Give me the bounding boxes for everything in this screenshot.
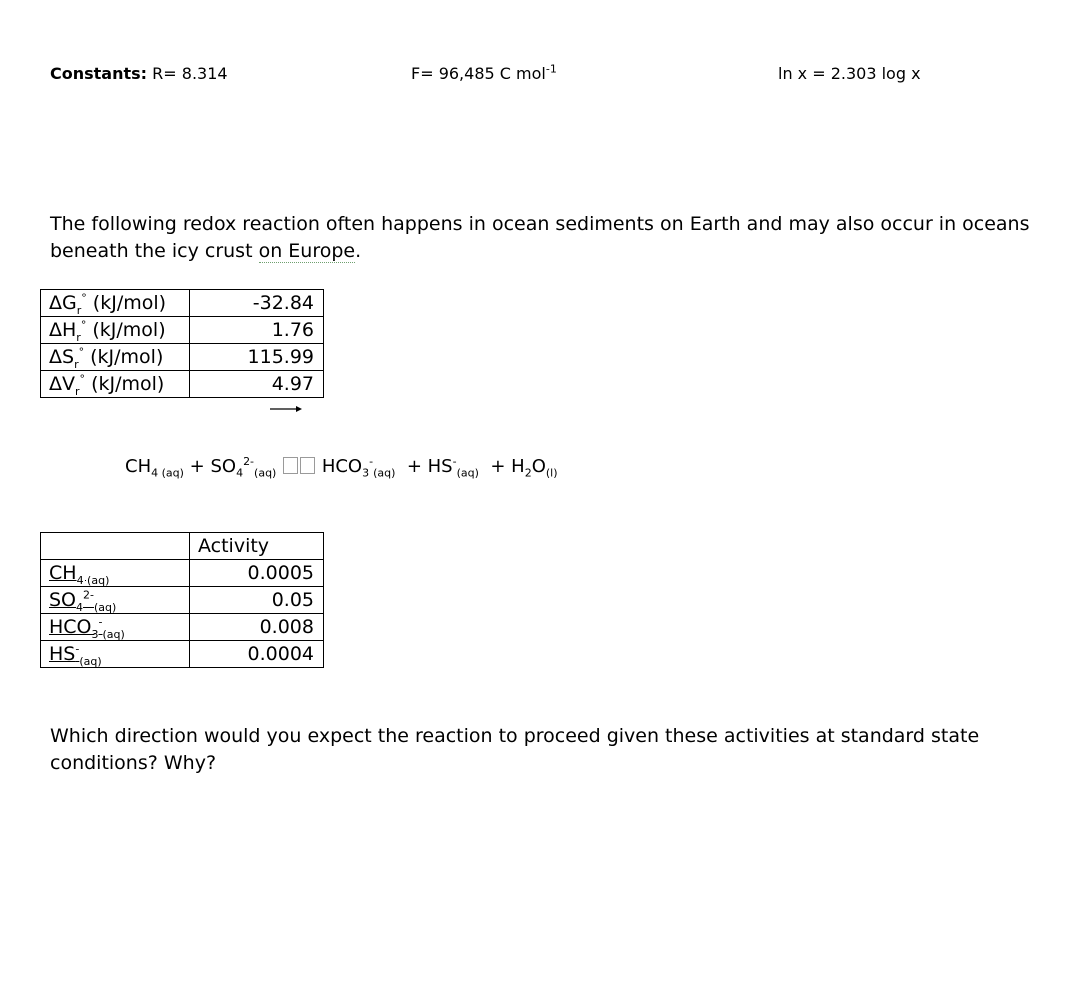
intro-text: The following redox reaction often happens in ocean sediments on Earth and may also occur in oceans beneath the icy crust <box>50 213 1030 262</box>
hs-phase: (aq) <box>456 466 479 480</box>
ln-conversion: ln x = 2.303 log x <box>778 64 921 83</box>
hs-charge: - <box>452 455 457 468</box>
thermo-value: -32.84 <box>190 290 324 317</box>
thermo-label: $\Delta H_r^\circ$ (kJ/mol) <box>41 317 190 344</box>
table-row <box>41 317 324 344</box>
intro-europe-text: on Europe <box>258 240 356 262</box>
constants-ln <box>778 64 921 83</box>
so4-subscript: 4 <box>236 466 244 480</box>
species-label: $HS^-_{(aq)}$ <box>41 641 190 668</box>
table-row <box>41 587 324 614</box>
intro-paragraph <box>50 211 1050 265</box>
thermo-label: $\Delta G_r^\circ$ (kJ/mol) <box>41 290 190 317</box>
product-hs: + HS <box>406 456 453 477</box>
activity-value: 0.0005 <box>190 560 324 587</box>
activity-value: 0.0004 <box>190 641 324 668</box>
constants-label: Constants: <box>50 64 148 83</box>
table-row <box>41 641 324 668</box>
product-hco3: HCO <box>321 456 363 477</box>
hco3-charge: - <box>369 455 374 468</box>
h2o-phase: (l) <box>545 466 558 480</box>
reactant-so4: + SO <box>189 456 237 477</box>
h2o-subscript: 2 <box>524 466 532 480</box>
hco3-subscript: 3 <box>362 466 370 480</box>
table-row <box>41 344 324 371</box>
species-label: $SO_4^{2-}_{(aq)}$ <box>41 587 190 614</box>
thermo-label: $\Delta V_r^\circ$ (kJ/mol) <box>41 371 190 398</box>
table-row <box>41 371 324 398</box>
intro-period: . <box>355 240 362 262</box>
reactant-ch4: CH <box>125 456 152 477</box>
faraday-exponent: -1 <box>545 62 557 76</box>
activity-header: Activity <box>190 533 324 560</box>
thermo-value: 115.99 <box>190 344 324 371</box>
thermo-value: 4.97 <box>190 371 324 398</box>
reaction-equation <box>125 455 558 480</box>
table-row <box>41 560 324 587</box>
species-label: $CH_{4 (aq)}$ <box>41 560 190 587</box>
activity-value: 0.008 <box>190 614 324 641</box>
ch4-subscript: 4 (aq) <box>151 466 184 480</box>
so4-phase: (aq) <box>254 466 277 480</box>
h2o-oxygen: O <box>531 456 546 477</box>
hco3-phase: (aq) <box>373 466 396 480</box>
question-text: Which direction would you expect the reaction to proceed given these activities at standard state conditions? Why? <box>50 725 980 774</box>
product-h2o: + H <box>490 456 525 477</box>
arrow-right-icon <box>270 404 302 414</box>
constants-r <box>50 64 228 83</box>
activity-table <box>40 532 324 668</box>
constants-f <box>411 64 557 83</box>
missing-glyph-icon <box>300 457 315 474</box>
table-header-row <box>41 533 324 560</box>
faraday-constant: F= 96,485 C mol <box>411 64 546 83</box>
header-empty-cell <box>41 533 190 560</box>
r-constant: R= 8.314 <box>152 64 228 83</box>
thermo-table <box>40 289 324 398</box>
table-row <box>41 614 324 641</box>
species-label: $HCO_3^-_{(aq)}$ <box>41 614 190 641</box>
so4-charge: 2- <box>243 455 255 468</box>
thermo-label: $\Delta S_r^\circ$ (kJ/mol) <box>41 344 190 371</box>
table-row <box>41 290 324 317</box>
missing-glyph-icon <box>283 457 298 474</box>
thermo-value: 1.76 <box>190 317 324 344</box>
activity-value: 0.05 <box>190 587 324 614</box>
